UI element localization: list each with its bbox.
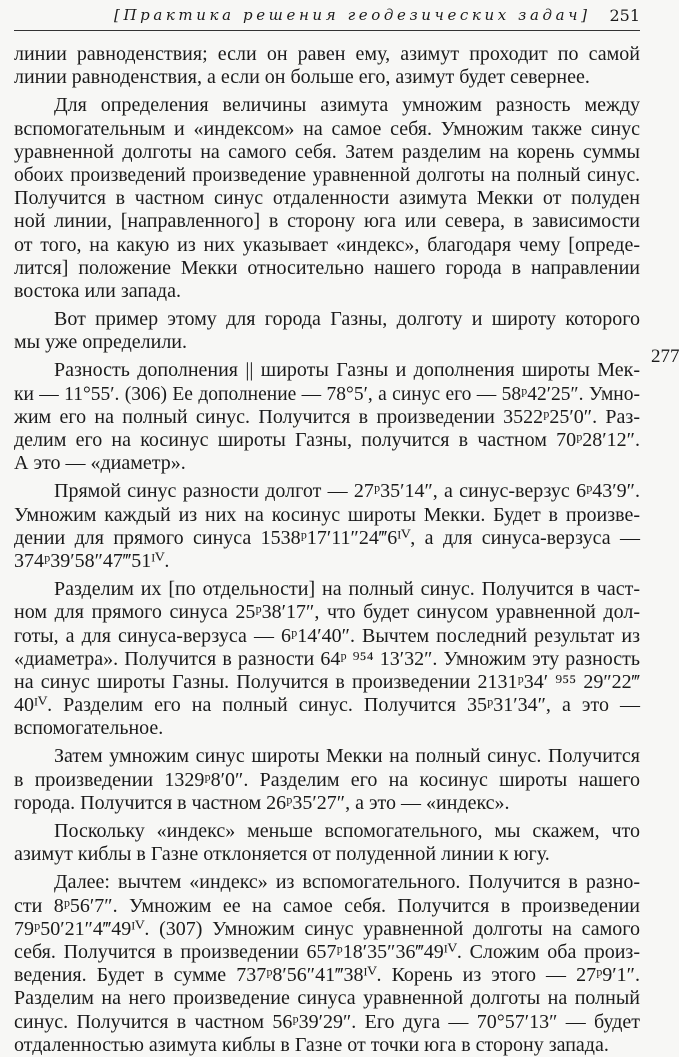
text-line: обоих произведений произведение уравненной долготы на полный синус. xyxy=(14,164,640,186)
text-line: мы уже определили. xyxy=(14,331,187,354)
text-line: вспомогательным и «индексом» на самое себя. Умножим также синус xyxy=(14,117,640,140)
text-line: вспомогательное. xyxy=(14,717,164,740)
text-line: Разделим их [по отдельности] на полный синус. Получится в част- xyxy=(54,578,640,601)
text-line: ки — 11°55′. (306) Ее дополнение — 78°5′, а синус его — 58ᵖ42′25″. Умно- xyxy=(14,383,640,405)
page-header xyxy=(14,2,640,28)
text-line: сти 8ᵖ56′7″. Умножим ее на самое себя. Получится в произведении xyxy=(14,894,640,917)
text-line: А это — «диаметр». xyxy=(14,452,186,475)
text-line: на синус широты Газны. Получится в произведении 2131ᵖ34′ ⁹⁵⁵ 29″22‴ xyxy=(14,670,640,693)
text-line: Далее: вычтем «индекс» из вспомогательного. Получится в разно- xyxy=(54,871,640,894)
text-line: дении для прямого синуса 1538ᵖ17′11″24‴6ᴵⱽ, а для синуса-верзуса — xyxy=(14,526,640,549)
text-line: города. Получится в частном 26ᵖ35′27″, а это — «индекс». xyxy=(14,791,510,814)
text-line: 374ᵖ39′58″47‴51ᴵⱽ. xyxy=(14,549,170,572)
text-line: отдаленностью азимута киблы в Газне от точки юга в сторону запада. xyxy=(14,1033,609,1056)
text-line: ной линии, [направленного] в сторону юга или севера, в зависимости xyxy=(14,210,640,233)
text-line: синус. Получится в частном 56ᵖ39′29″. Его дуга — 70°57′13″ — будет xyxy=(14,1010,640,1033)
text-line: уравненной долготы на самого себя. Затем разделим на корень суммы xyxy=(14,140,640,163)
text-line: Затем умножим синус широты Мекки на полный синус. Получится xyxy=(54,745,640,768)
text-line: делим его на косинус широты Газны, получится в частном 70ᵖ28′12″. xyxy=(14,429,640,451)
text-line: в произведении 1329ᵖ8′0″. Разделим его на косинус широты нашего xyxy=(14,768,640,791)
text-line: востока или запада. xyxy=(14,279,181,302)
text-line: Поскольку «индекс» меньше вспомогательного, мы скажем, что xyxy=(54,820,640,842)
text-line: Умножим каждый из них на косинус широты Мекки. Будет в произве- xyxy=(14,503,640,526)
text-line: Получится в частном синус отдаленности азимута Мекки от полуден xyxy=(14,187,640,210)
text-line: 40ᴵⱽ. Разделим его на полный синус. Получится 35ᵖ31′34″, а это — xyxy=(14,694,640,717)
text-line: 79ᵖ50′21″4‴49ᴵⱽ. (307) Умножим синус уравненной долготы на самого xyxy=(14,917,640,940)
text-line: жим его на полный синус. Получится в произведении 3522ᵖ25′0″. Раз- xyxy=(14,405,640,428)
body-text xyxy=(14,43,640,1057)
text-line: линии равноденствия, а если он больше его, азимут будет севернее. xyxy=(14,66,590,89)
text-line: азимут киблы в Газне отклоняется от полуденной линии к югу. xyxy=(14,843,550,866)
text-line: Для определения величины азимута умножим разность между xyxy=(54,94,640,117)
text-line: «диаметра». Получится в разности 64ᵖ ⁹⁵⁴ 13′32″. Умножим эту разность xyxy=(14,647,640,670)
text-line: Разность дополнения || широты Газны и дополнения широты Мек- xyxy=(54,359,640,382)
text-line: Разделим на него произведение синуса уравненной долготы на полный xyxy=(14,987,640,1010)
text-line: ведения. Будет в сумме 737ᵖ8′56″41‴38ᴵⱽ. Корень из этого — 27ᵖ9′1″. xyxy=(14,964,640,987)
text-line: линии равноденствия; если он равен ему, азимут проходит по самой xyxy=(14,43,640,65)
text-line: Прямой синус разности долгот — 27ᵖ35′14″, а синус-верзус 6ᵖ43′9″. xyxy=(54,480,640,503)
margin-page-reference: 277 xyxy=(651,346,679,367)
text-line: от того, на какую из них указывает «индекс», благодаря чему [опреде- xyxy=(14,233,640,256)
text-line: ном для прямого синуса 25ᵖ38′17″, что будет синусом уравненной дол- xyxy=(14,601,640,624)
text-line: лится] положение Мекки относительно нашего города в направлении xyxy=(14,256,640,279)
page-number: 251 xyxy=(609,6,640,25)
running-title: [Практика решения геодезических задач] xyxy=(114,6,591,24)
text-line: Вот пример этому для города Газны, долготу и широту которого xyxy=(54,308,640,331)
header-rule xyxy=(14,30,640,31)
text-line: готы, а для синуса-верзуса — 6ᵖ14′40″. Вычтем последний результат из xyxy=(14,624,640,647)
text-line: себя. Получится в произведении 657ᵖ18′35″36‴49ᴵⱽ. Сложим оба произ- xyxy=(14,940,640,963)
